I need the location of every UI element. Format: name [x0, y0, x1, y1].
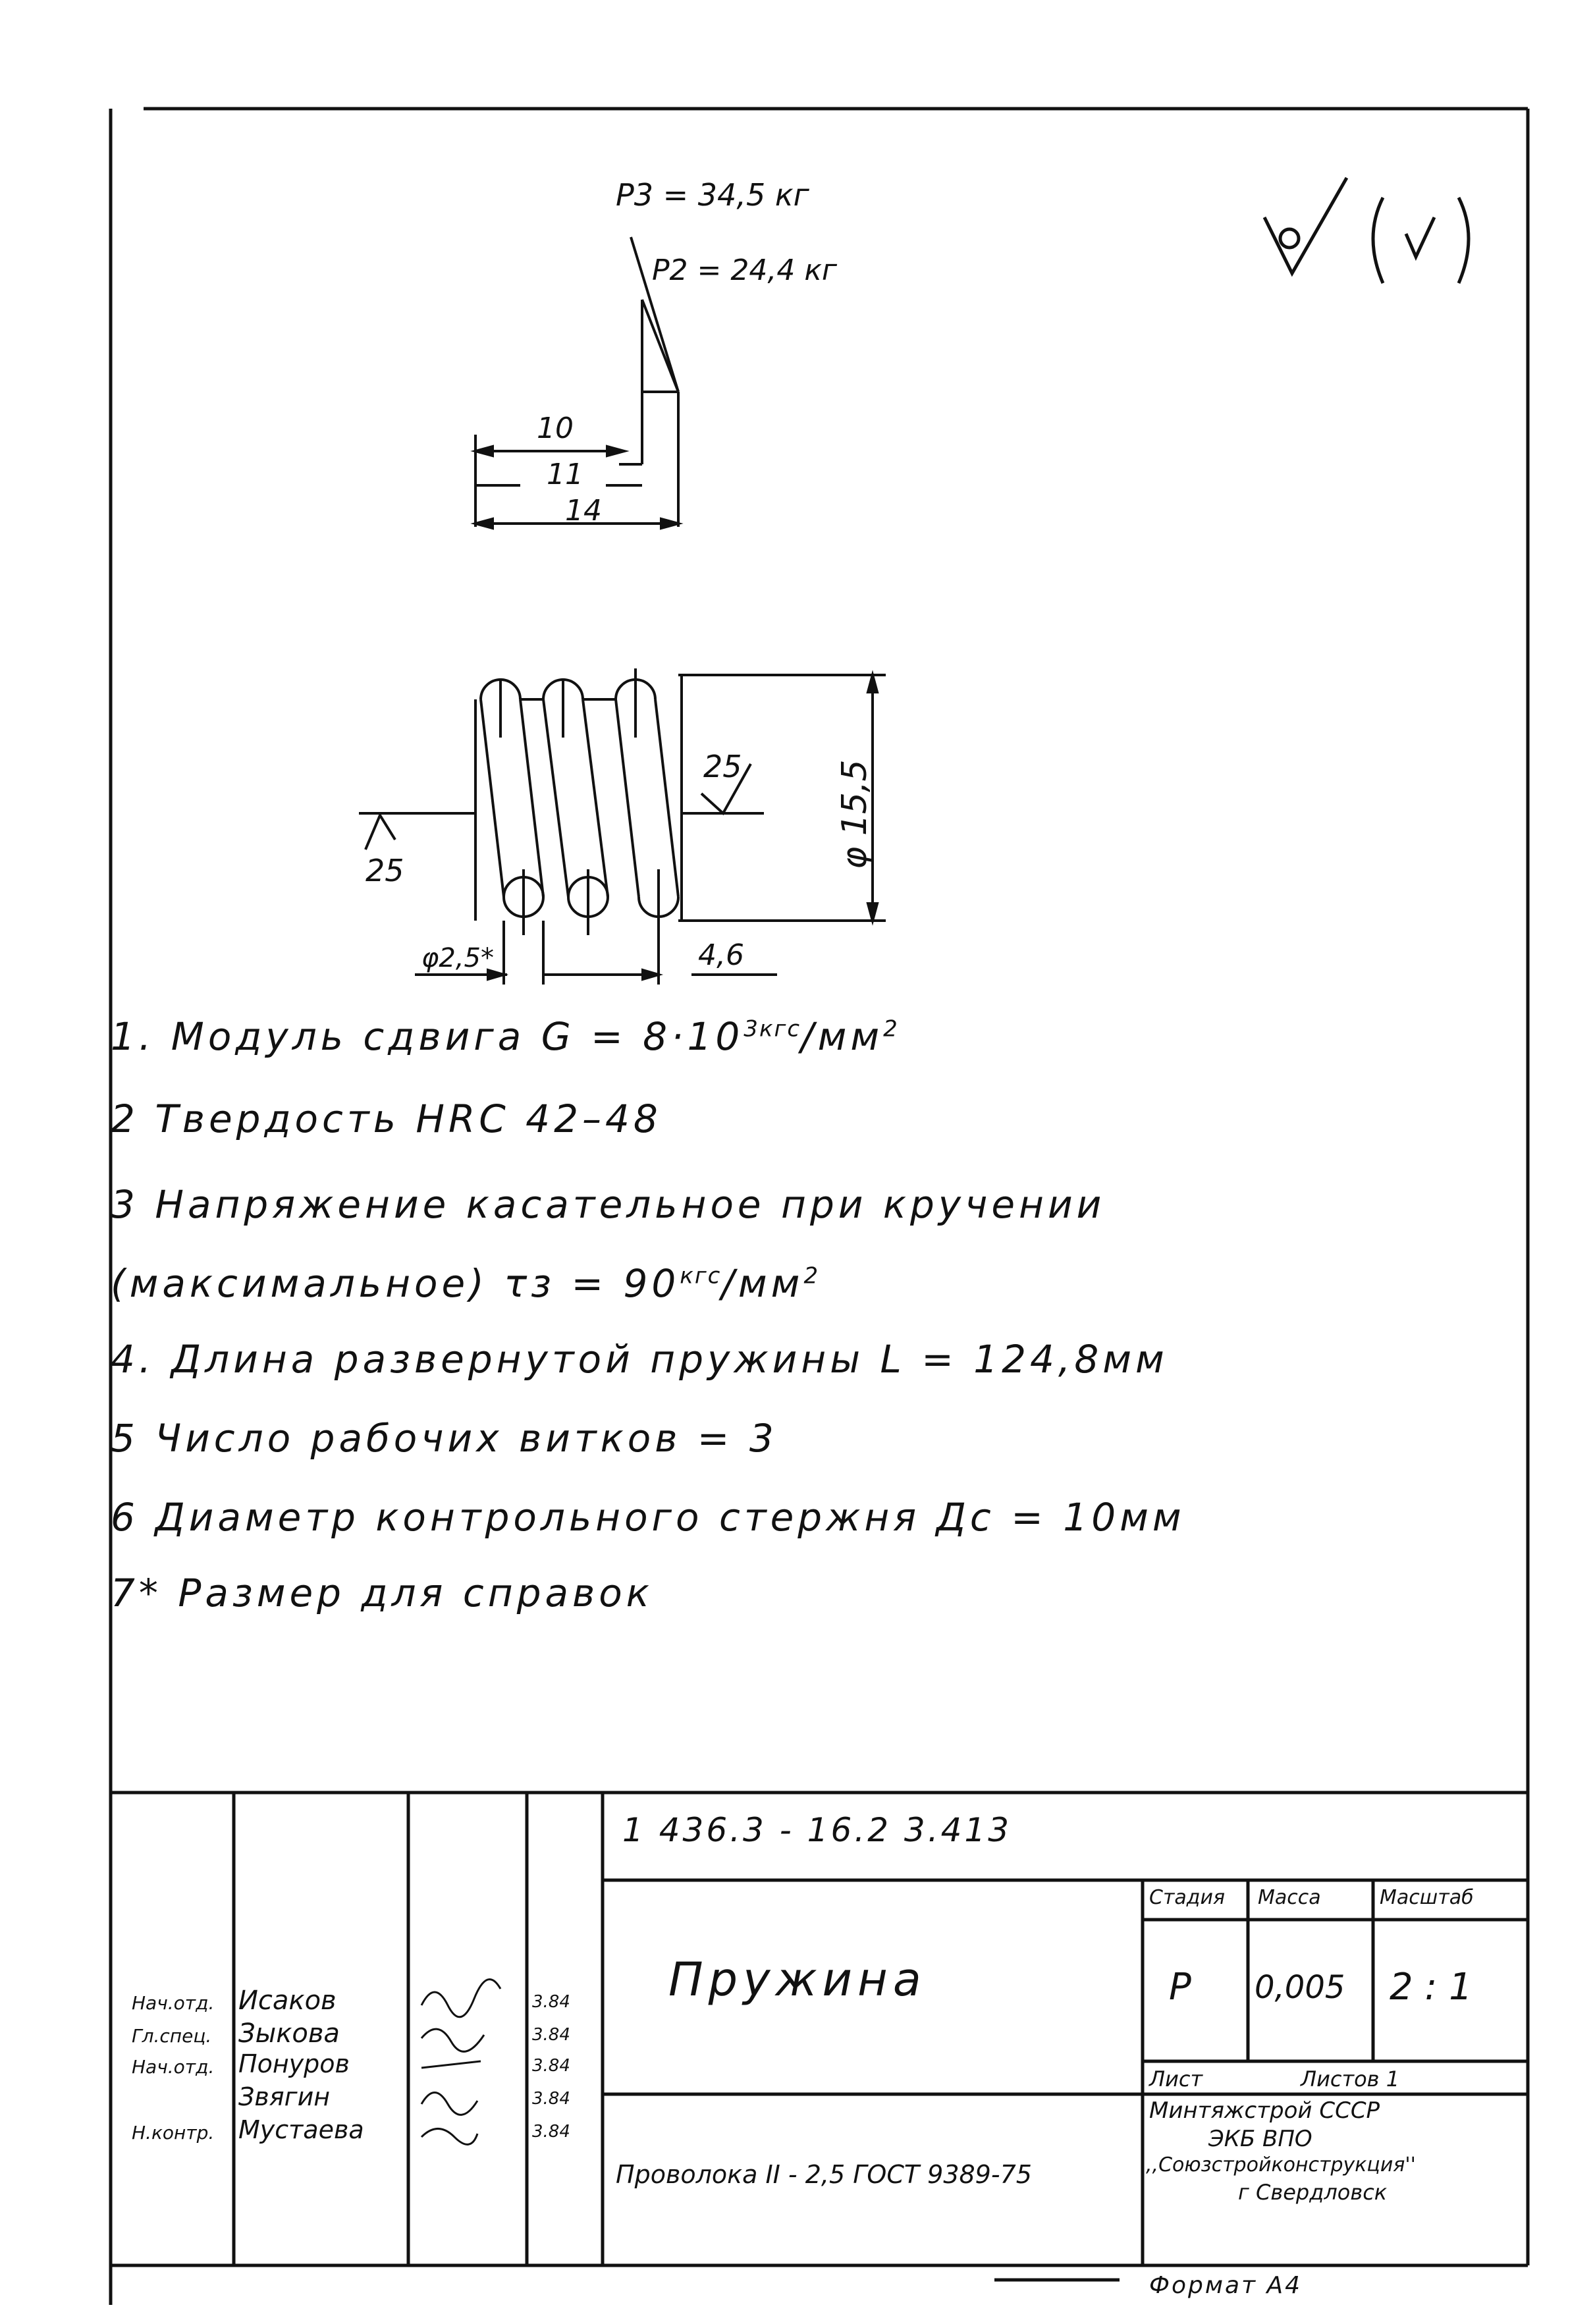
force-p2-label: P2 = 24,4 кг — [652, 254, 838, 287]
sign-name-1: Исаков — [238, 1986, 337, 2016]
sign-name-2: Зыкова — [238, 2018, 340, 2049]
document-code: 1 436.3 - 16.2 3.413 — [622, 1811, 1012, 1849]
part-name: Пружина — [668, 1953, 927, 2007]
roughness-right-label: 25 — [703, 749, 742, 784]
note-mandrel-diameter: 6 Диаметр контрольного стержня Дс = 10мм — [111, 1495, 1185, 1540]
organization-line-2: ЭКБ ВПО — [1208, 2126, 1312, 2152]
pitch-dimension: 4,6 — [698, 938, 744, 972]
sign-name-4: Звягин — [238, 2082, 331, 2111]
sheets-label: Листов 1 — [1301, 2067, 1400, 2092]
organization-line-4: г Свердловск — [1238, 2180, 1388, 2205]
force-p3-label: P3 = 34,5 кг — [616, 177, 809, 213]
sign-date-3: 3.84 — [532, 2056, 570, 2076]
organization-line-1: Минтяжстрой СССР — [1149, 2097, 1380, 2124]
sign-date-1: 3.84 — [532, 1992, 570, 2012]
mass-header: Масса — [1258, 1886, 1321, 1909]
sheet-label: Лист — [1149, 2067, 1203, 2092]
sign-date-2: 3.84 — [532, 2025, 570, 2045]
roughness-left-label: 25 — [365, 853, 404, 888]
mass-value: 0,005 — [1255, 1969, 1345, 2006]
sign-role-1: Нач.отд. — [132, 1992, 215, 2014]
dimension-11: 11 — [547, 458, 583, 491]
diameter-dimension: φ 15,5 — [835, 759, 875, 869]
signatures-icon — [421, 1980, 500, 2145]
sign-role-5: Н.контр. — [132, 2122, 215, 2144]
surface-finish-icon — [1264, 178, 1469, 283]
note-stress: 3 Напряжение касательное при кручении — [111, 1182, 1106, 1227]
note-hardness: 2 Твердость HRC 42–48 — [111, 1096, 662, 1141]
dimension-14: 14 — [565, 494, 602, 527]
wire-diameter-dimension: φ2,5* — [421, 943, 494, 973]
material-spec: Проволока II - 2,5 ГОСТ 9389-75 — [616, 2160, 1032, 2189]
note-working-coils: 5 Число рабочих витков = 3 — [111, 1416, 778, 1461]
sign-role-2: Гл.спец. — [132, 2025, 212, 2047]
sign-role-3: Нач.отд. — [132, 2056, 215, 2078]
stage-header: Стадия — [1149, 1886, 1226, 1909]
organization-line-3: ,,Союзстройконструкция'' — [1146, 2153, 1416, 2176]
format-label: Формат А4 — [1149, 2272, 1303, 2299]
note-length: 4. Длина развернутой пружины L = 124,8мм — [111, 1337, 1168, 1382]
note-stress-value: (максимальное) $\tau з = 90^{кгс}/мм^2$ — [111, 1261, 820, 1306]
scale-value: 2 : 1 — [1390, 1966, 1473, 2009]
sign-name-3: Понуров — [238, 2049, 350, 2078]
sign-date-4: 3.84 — [532, 2089, 570, 2109]
dimension-10: 10 — [537, 412, 574, 445]
scale-header: Масштаб — [1380, 1886, 1474, 1909]
stage-value: Р — [1169, 1966, 1191, 2009]
sign-date-5: 3.84 — [532, 2122, 570, 2142]
sign-name-5: Мустаева — [238, 2115, 364, 2144]
note-reference-size: 7* Размер для справок — [111, 1571, 653, 1615]
note-shear-modulus: 1. Модуль сдвига $G = 8\cdot 10^{3кгс}/мм^2$ — [111, 1014, 899, 1059]
